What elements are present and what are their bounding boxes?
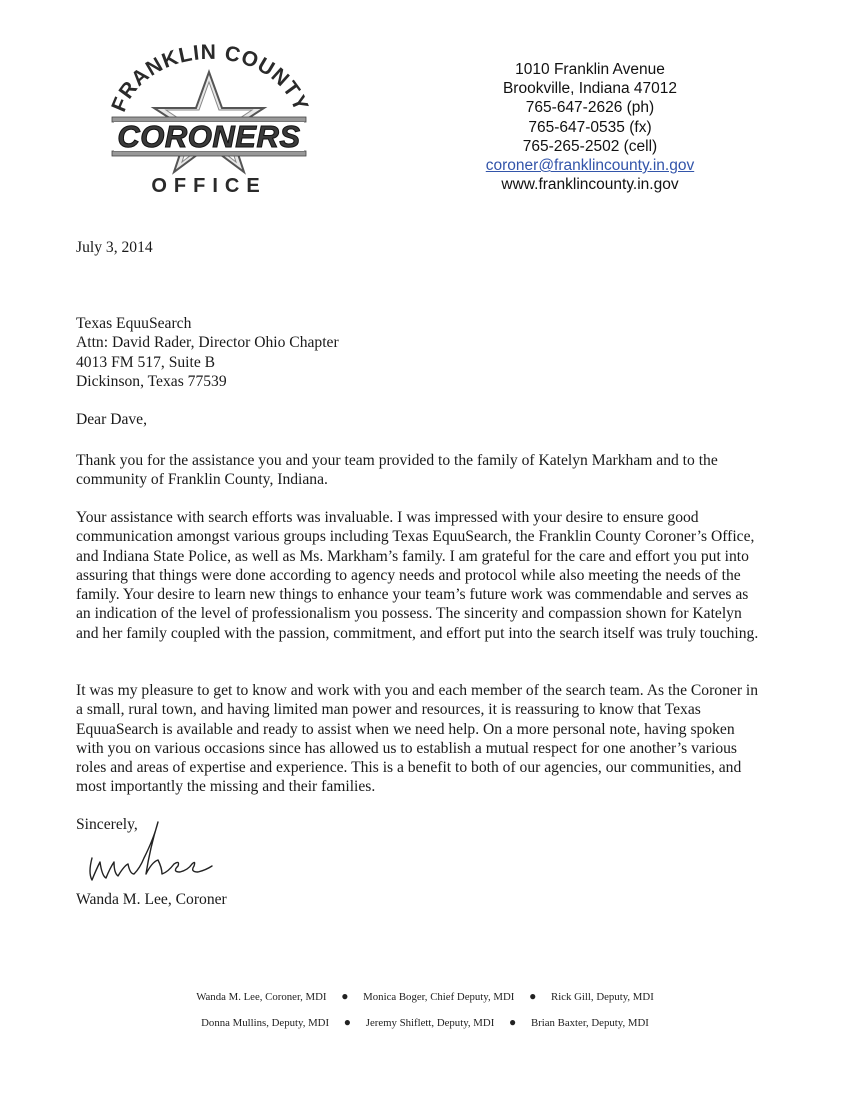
phone-number: 765-647-2626 (ph) <box>525 99 655 117</box>
fax-number: 765-647-0535 (fx) <box>528 118 652 136</box>
handwritten-signature <box>84 818 234 888</box>
recipient-address <box>76 314 766 391</box>
paragraph-text: Thank you for the assistance you and your team provided to the family of Katelyn Markham and to the community of Franklin County, Indiana. <box>76 452 718 489</box>
bullet-separator-icon: ● <box>509 1015 517 1029</box>
recipient-address-line1: 4013 FM 517, Suite B <box>76 353 216 371</box>
body-paragraph-3 <box>76 681 766 797</box>
staff-member: Donna Mullins, Deputy, MDI <box>201 1017 330 1029</box>
closing: Sincerely, <box>76 816 138 833</box>
bullet-separator-icon: ● <box>341 989 349 1003</box>
bullet-separator-icon: ● <box>529 989 537 1003</box>
staff-list-row-2 <box>150 1015 700 1030</box>
body-paragraph-1 <box>76 451 766 490</box>
logo-bottom-text: OFFICE <box>151 175 267 196</box>
recipient-address-line2: Dickinson, Texas 77539 <box>76 372 227 390</box>
recipient-attn: Attn: David Rader, Director Ohio Chapter <box>76 334 339 352</box>
recipient-org: Texas EquuSearch <box>76 315 192 332</box>
signer-name: Wanda M. Lee, Coroner <box>76 891 227 908</box>
coroners-office-logo <box>104 44 314 196</box>
staff-member: Jeremy Shiflett, Deputy, MDI <box>365 1017 495 1029</box>
city-state-zip: Brookville, Indiana 47012 <box>502 80 678 98</box>
staff-member: Brian Baxter, Deputy, MDI <box>530 1017 649 1029</box>
logo-arc-text: FRANKLIN COUNTY <box>107 44 313 116</box>
contact-block <box>440 60 740 194</box>
street-address: 1010 Franklin Avenue <box>515 61 665 78</box>
salutation: Dear Dave, <box>76 411 147 428</box>
letter-date: July 3, 2014 <box>76 239 153 256</box>
staff-list-row-1 <box>150 989 700 1004</box>
body-paragraph-2 <box>76 508 766 643</box>
staff-member: Wanda M. Lee, Coroner, MDI <box>196 991 327 1003</box>
logo-main-text: CORONERS <box>117 119 301 154</box>
website-url: www.franklincounty.in.gov <box>501 176 679 194</box>
staff-member: Monica Boger, Chief Deputy, MDI <box>363 991 515 1003</box>
cell-number: 765-265-2502 (cell) <box>522 137 658 155</box>
paragraph-text: It was my pleasure to get to know and work with you and each member of the search team. As the Coroner in a small, rural town, and having limited man power and resources, it is reassuring to know that Texas EquuaSearch is available and ready to assist when we need help. On a more personal note, having spoken with you on various occasions since has allowed us to establish a mutual respect for one another’s various roles and areas of expertise and experience. This is a benefit to both of our agencies, our communities, and most importantly the missing and their families. <box>76 682 759 796</box>
staff-member: Rick Gill, Deputy, MDI <box>551 991 654 1003</box>
bullet-separator-icon: ● <box>343 1015 352 1029</box>
email-link[interactable]: coroner@franklincounty.in.gov <box>485 157 695 175</box>
paragraph-text: Your assistance with search efforts was invaluable. I was impressed with your desire to ensure good communication amongst various groups including Texas EquuSearch, the Franklin County Coroner’s Office, and Indiana State Police, as well as Ms. Markham’s family. I am grateful for the care and effort you put into assuring that things were done according to agency needs and protocol while also meeting the needs of the family. Your desire to learn new things to enhance your team’s future work was commendable and serves as an indication of the level of professionalism you possess. The sincerity and compassion shown for Katelyn and her family coupled with the passion, commitment, and effort put into the search itself was truly touching. <box>76 509 759 642</box>
